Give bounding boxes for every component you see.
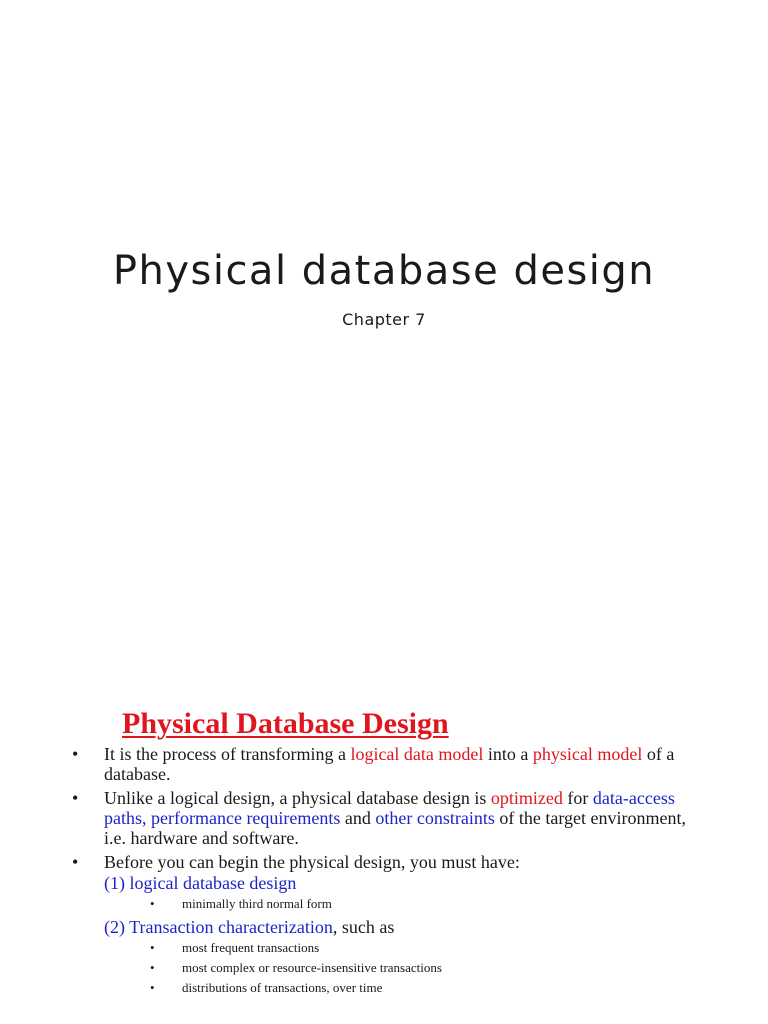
bullet-item <box>60 788 700 848</box>
bullet-dot-icon: • <box>150 980 155 995</box>
highlight-blue: data-access paths <box>104 788 675 828</box>
highlight-blue: performance requirements <box>151 808 341 828</box>
cover-title: Physical database design <box>112 248 656 294</box>
highlight-red: optimized <box>490 788 563 808</box>
sub-item-text: minimally third normal form <box>182 896 332 911</box>
sub-item-text: distributions of transactions, over time <box>182 980 383 995</box>
highlight-blue: , <box>142 808 151 828</box>
highlight-red: logical data model <box>350 744 484 764</box>
sub-item-text: most complex or resource-insensitive transactions <box>182 960 442 975</box>
cover-subtitle: Chapter 7 <box>342 310 426 329</box>
sub-item <box>104 958 700 978</box>
sub-item <box>104 978 700 998</box>
bullet-text: Unlike a logical design, a physical database design is <box>104 788 491 808</box>
bullet-text: into a <box>483 744 533 764</box>
bullet-dot-icon: • <box>150 960 155 975</box>
requirement-heading <box>104 916 700 938</box>
bullet-item <box>60 852 700 998</box>
bullet-text: , such as <box>332 917 395 937</box>
sub-list <box>104 894 700 914</box>
sub-list <box>104 938 700 998</box>
bullet-text: and <box>340 808 376 828</box>
bullet-dot-icon: • <box>72 788 79 808</box>
requirement-heading: (1) logical database design <box>104 873 297 893</box>
bullet-dot-icon: • <box>72 852 79 872</box>
highlight-blue: (2) Transaction characterization <box>104 917 333 937</box>
highlight-blue: other constraints <box>375 808 495 828</box>
bullet-dot-icon: • <box>72 744 79 764</box>
bullet-list <box>60 744 700 998</box>
bullet-dot-icon: • <box>150 940 155 955</box>
bullet-text: It is the process of transforming a <box>104 744 351 764</box>
sub-item <box>104 894 700 914</box>
sub-item <box>104 938 700 958</box>
bullet-text: of a database. <box>104 744 675 784</box>
bullet-text: of the target environment, i.e. hardware and software. <box>104 808 686 848</box>
bullet-text: Before you can begin the physical design, you must have: <box>104 852 520 872</box>
slide-title: Physical Database Design <box>122 707 449 740</box>
highlight-red: physical model <box>532 744 643 764</box>
bullet-dot-icon: • <box>150 896 155 911</box>
bullet-text: for <box>562 788 593 808</box>
slide-content <box>60 706 700 1002</box>
bullet-item <box>60 744 700 784</box>
sub-item-text: most frequent transactions <box>182 940 320 955</box>
